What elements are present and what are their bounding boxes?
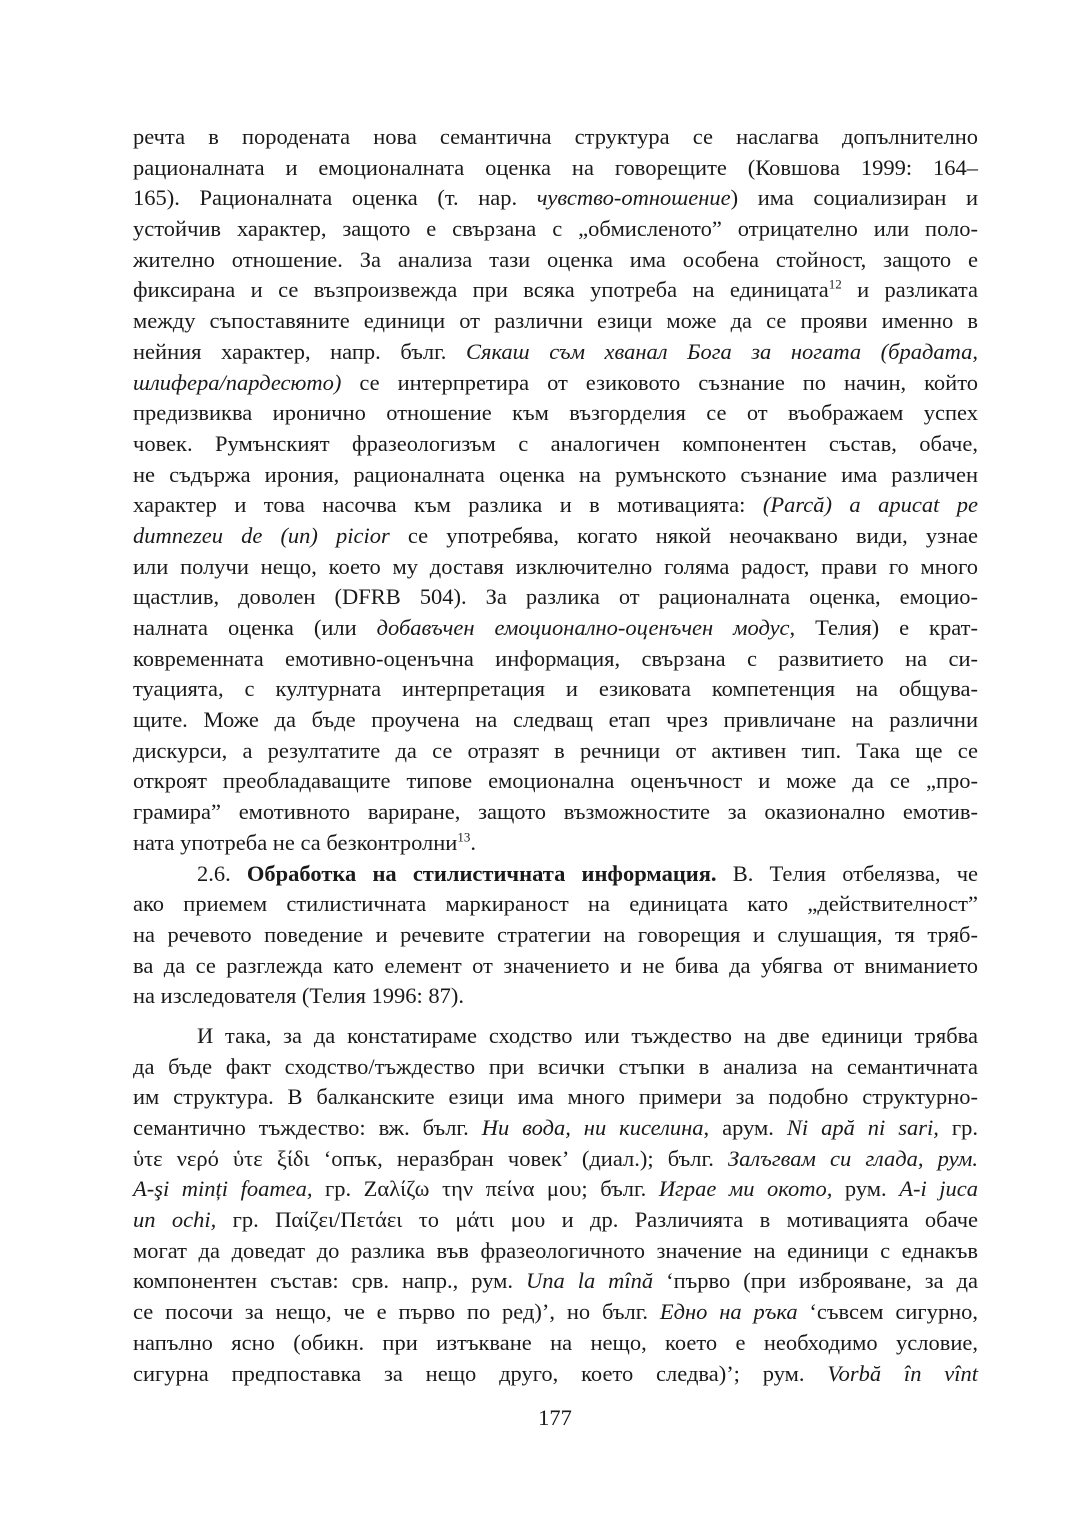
text-line [133,1205,978,1236]
italic-example: un ochi, [133,1207,217,1233]
text-run: В. Телия отбелязва, че [716,860,978,886]
text-run: се интерпретира от езиковото съзнание по начин, който [341,369,978,395]
text-run: могат да доведат до разлика във фразеологичното значение на единици с еднакъв [133,1237,978,1263]
text-line [133,766,978,797]
text-run: рум. [832,1176,900,1202]
text-run: фиксирана и се възпроизвежда при всяка употреба на единицата [133,277,829,303]
italic-example: Vorbă în vînt [827,1360,978,1386]
text-run: им структура. В балканските езици има много примери за подобно структурно- [133,1084,978,1110]
text-run: сигурна предпоставка за нещо друго, което следва)’; рум. [133,1360,828,1386]
text-line [133,1236,978,1267]
italic-example: Играе ми окото, [658,1176,833,1202]
text-run: и разликата [841,277,978,303]
italic-example: Una la mînă [525,1268,654,1294]
page-number: 177 [538,1405,572,1430]
text-run: напълно ясно (обикн. при изтъкване на нещо, което е необходимо условие, [133,1329,978,1355]
text-run: налната оценка (или [133,615,377,640]
text-run: на речевото поведение и речевите стратегии на говорещия и слушащия, тя тряб- [133,921,978,947]
text-line [133,306,978,337]
text-line [133,736,978,767]
text-run: гр. Ζαλίζω την πείνα μου; бълг. [312,1176,659,1202]
text-line [133,275,978,306]
italic-example: Залъгвам си глада, рум. [727,1145,979,1171]
text-line [133,828,978,859]
text-line [133,368,978,399]
text-run: гр. [938,1115,978,1140]
italic-example: A-şi minți foamea, [133,1176,313,1202]
text-line [133,1359,978,1390]
text-run: ковременната емотивно-оценъчна информация, свързана с развитието на си- [133,645,978,671]
text-run: човек. Румънският фразеологизъм с аналогичен компонентен състав, обаче, [133,430,978,456]
italic-example: добавъчен емоционално-оценъчен модус [376,615,790,640]
text-run: туацията, с културната интерпретация и езиковата компетенция на общува- [133,676,978,702]
text-line [133,245,978,276]
text-line [133,1297,978,1328]
text-run: жително отношение. За анализа тази оценка има особена стойност, защото е [133,246,978,272]
text-line [133,1174,978,1205]
text-run: не съдържа ирония, рационалната оценка на румънското съзнание има различен [133,461,978,487]
text-run: рационалната и емоционалната оценка на говорещите (Ковшова 1999: 164– [133,154,978,180]
footnote-ref[interactable]: 13 [457,829,471,845]
text-line [133,644,978,675]
page-body-text [133,122,978,1389]
text-run: ‘съвсем сигурно, [797,1299,979,1325]
text-line [133,153,978,184]
text-run: устойчив характер, защото е свързана с „обмисленото” отрицателно или поло- [133,216,978,242]
text-line [133,1328,978,1359]
text-line [133,552,978,583]
text-run: , Телия) е крат- [789,615,978,640]
text-run: щастлив, доволен (DFRB 504). За разлика от рационалната оценка, емоцио- [133,584,978,610]
text-line [133,1144,978,1175]
text-line [133,920,978,951]
text-line [133,183,978,214]
text-run: предизвиква иронично отношение към възгорделия се от въображаем успех [133,400,978,426]
text-line [133,889,978,920]
text-run: ‘първо (при изброяване, за да [653,1268,978,1294]
footnote-ref[interactable]: 12 [828,276,842,292]
text-line [133,859,978,890]
italic-example: шлифера/пардесюто) [133,369,342,395]
text-line [133,951,978,982]
text-run: ) има социализиран и [730,185,979,211]
text-run: ва да се разглежда като елемент от значението и не бива да убягва от вниманието [133,952,978,978]
text-run: , арум. [703,1115,787,1140]
text-run: ната употреба не са безконтролни [133,829,458,855]
text-run: дискурси, а резултатите да се отразят в речници от активен тип. Така ще се [133,737,978,763]
text-run: се употребява, когато някой неочаквано види, узнае [389,522,978,548]
text-run: . [470,829,476,855]
text-run: речта в породената нова семантична структура се наслагва допълнително [133,124,978,149]
text-line [133,981,978,1012]
italic-example: A-i juca [899,1176,978,1202]
text-line [133,460,978,491]
text-run: ὑτε νερό ὑτε ξίδι ‘опък, неразбран човек’ (диал.); бълг. [133,1145,728,1171]
text-run: компонентен състав: срв. напр., рум. [133,1268,526,1294]
italic-example: dumnezeu de (un) picior [133,522,390,548]
text-run: грамира” емотивното вариране, защото възможностите за оказионално емотив- [133,799,978,825]
text-run: семантично тъждество: вж. бълг. [133,1115,482,1140]
text-run: 2.6. [197,860,247,886]
text-run: ако приемем стилистичната маркираност на единицата като „действителност” [133,891,978,917]
section-heading: Обработка на стилистичната информация. [246,860,717,886]
text-run: И така, за да констатираме сходство или тъждество на две единици трябва [197,1022,978,1048]
text-run: гр. Παίζει/Πετάει το μάτι μου и др. Различията в мотивацията обаче [216,1207,978,1233]
text-run: нейния характер, напр. бълг. [133,338,466,364]
text-line [133,398,978,429]
italic-example: (Parcă) a apucat pe [762,492,978,518]
text-line [133,1266,978,1297]
italic-example: Ni apă ni sari, [786,1115,939,1140]
text-run: 165). Рационалната оценка (т. нар. [133,185,537,211]
italic-example: Сякаш съм хванал Бога за ногата (брадата, [466,338,978,364]
text-run: между съпоставяните единици от различни езици може да се прояви именно в [133,308,978,334]
text-line [133,490,978,521]
text-run: откроят преобладаващите типове емоционална оценъчност и може да се „про- [133,768,978,794]
text-line [133,1082,978,1113]
text-line [133,521,978,552]
text-line [133,1021,978,1052]
text-line [133,705,978,736]
text-run: на изследователя (Телия 1996: 87). [133,983,465,1009]
text-run: характер и това насочва към разлика и в мотивацията: [133,492,763,518]
text-line [133,674,978,705]
text-line [133,1113,978,1144]
text-line [133,797,978,828]
text-run: да бъде факт сходство/тъждество при всички стъпки в анализа на семантичната [133,1053,978,1079]
text-line [133,214,978,245]
text-run: или получи нещо, което му доставя изключително голяма радост, прави го много [133,553,978,579]
text-line [133,429,978,460]
text-line [133,337,978,368]
italic-example: Едно на ръка [659,1299,798,1325]
text-line [133,122,978,153]
text-run: щите. Може да бъде проучена на следващ етап чрез привличане на различни [133,707,978,733]
text-line [133,582,978,613]
italic-example: Ни вода, ни киселина [481,1115,704,1140]
text-run: се посочи за нещо, че е първо по ред)’, но бълг. [133,1299,660,1325]
italic-example: чувство-отношение [536,185,731,211]
text-line [133,613,978,644]
text-line [133,1052,978,1083]
